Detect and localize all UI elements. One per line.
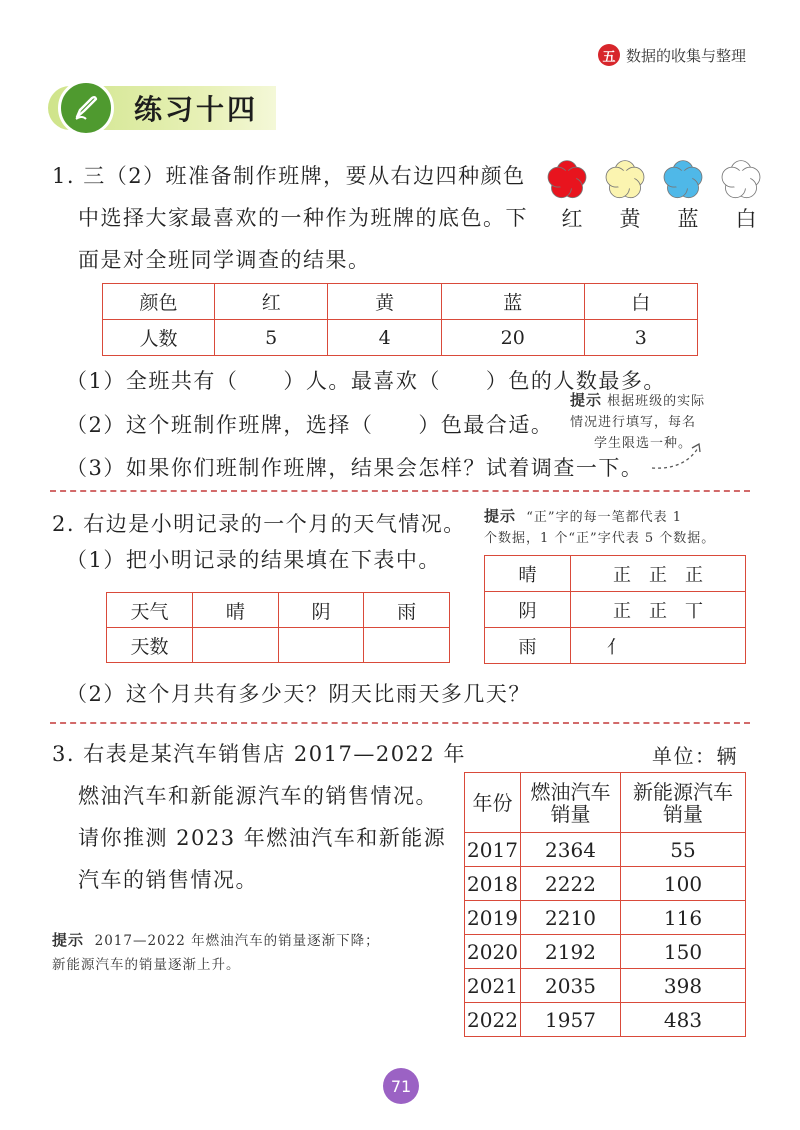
table-row — [103, 284, 698, 320]
table-row — [465, 969, 746, 1003]
white-flower-icon — [720, 158, 762, 200]
divider-2 — [50, 722, 750, 724]
table-cell: 2192 — [521, 935, 621, 969]
yellow-flower-icon — [604, 158, 646, 200]
answer-cell-sunny[interactable] — [193, 628, 279, 663]
table-cell: 3 — [584, 320, 697, 356]
table-row — [465, 867, 746, 901]
color-label-red: 红 — [561, 207, 583, 231]
q3-sales-table — [464, 772, 746, 1037]
hint-line: 学生限选一种。 — [594, 436, 693, 451]
q3-unit: 单位：辆 — [652, 744, 738, 768]
table-row — [107, 628, 450, 663]
table-cell: 燃油汽车销量 — [521, 773, 621, 833]
hint-label: 提示 — [52, 931, 85, 949]
q1-sub-2: （2）这个班制作班牌，选择（ ）色最合适。 — [66, 413, 554, 437]
table-row — [465, 1003, 746, 1037]
table-cell: 4 — [328, 320, 441, 356]
hint-line: 情况进行填写，每名 — [570, 415, 697, 430]
table-cell: 雨 — [364, 593, 450, 628]
table-cell: 2364 — [521, 833, 621, 867]
q1-sub-1: （1）全班共有（ ）人。最喜欢（ ）色的人数最多。 — [66, 369, 666, 393]
q2-weather-table — [106, 592, 450, 663]
hint-label: 提示 — [570, 391, 603, 409]
color-label-blue: 蓝 — [677, 207, 699, 231]
table-row — [107, 593, 450, 628]
hint-arrow-icon — [650, 440, 710, 474]
red-flower-icon — [546, 158, 588, 200]
hint-line: 新能源汽车的销量逐渐上升。 — [52, 957, 241, 973]
table-cell: 483 — [621, 1003, 746, 1037]
hint-line: “正”字的每一笔都代表 1 — [526, 510, 682, 525]
q1-line-2: 中选择大家最喜欢的一种作为班牌的底色。下 — [78, 206, 528, 230]
color-labels — [560, 203, 758, 233]
table-cell: 白 — [584, 284, 697, 320]
table-cell: 颜色 — [103, 284, 215, 320]
table-cell: 116 — [621, 901, 746, 935]
q3-line-4: 汽车的销售情况。 — [78, 868, 258, 892]
q1-line-3: 面是对全班同学调查的结果。 — [78, 248, 371, 272]
table-cell: 5 — [215, 320, 328, 356]
table-cell: 2210 — [521, 901, 621, 935]
table-cell: 2017 — [465, 833, 521, 867]
answer-cell-cloudy[interactable] — [278, 628, 364, 663]
q1-color-table — [102, 283, 698, 356]
table-cell: 晴 — [193, 593, 279, 628]
hint-line: 根据班级的实际 — [607, 394, 706, 409]
answer-cell-rainy[interactable] — [364, 628, 450, 663]
q2-hint — [484, 506, 754, 549]
color-flowers — [546, 158, 762, 200]
table-cell: 新能源汽车销量 — [621, 773, 746, 833]
table-row — [465, 833, 746, 867]
pen-icon — [58, 80, 114, 136]
table-cell: 398 — [621, 969, 746, 1003]
q1-line-1: 1. 三（2）班准备制作班牌，要从右边四种颜色 — [52, 164, 526, 188]
blue-flower-icon — [662, 158, 704, 200]
table-cell: 阴 — [485, 592, 571, 628]
hint-line: 2017—2022 年燃油汽车的销量逐渐下降； — [94, 933, 380, 949]
q1-sub-3: （3）如果你们班制作班牌，结果会怎样？试着调查一下。 — [66, 456, 644, 480]
table-row — [465, 901, 746, 935]
table-row — [465, 773, 746, 833]
table-cell: 2035 — [521, 969, 621, 1003]
table-cell: 2222 — [521, 867, 621, 901]
q2-sub-2: （2）这个月共有多少天？阴天比雨天多几天？ — [66, 682, 531, 706]
hint-label: 提示 — [484, 507, 517, 525]
table-cell: 20 — [441, 320, 584, 356]
table-cell: 红 — [215, 284, 328, 320]
page-number: 71 — [383, 1068, 419, 1104]
color-label-yellow: 黄 — [619, 207, 641, 231]
table-cell: 2020 — [465, 935, 521, 969]
table-cell: 晴 — [485, 556, 571, 592]
q3-line-3: 请你推测 2023 年燃油汽车和新能源 — [78, 826, 447, 850]
table-cell: 100 — [621, 867, 746, 901]
q2-line: 2. 右边是小明记录的一个月的天气情况。 — [52, 512, 466, 536]
table-cell: 蓝 — [441, 284, 584, 320]
table-cell: 亻 — [571, 628, 746, 664]
table-row — [485, 592, 746, 628]
q3-line-1: 3. 右表是某汽车销售店 2017—2022 年 — [52, 742, 466, 766]
q3-line-2: 燃油汽车和新能源汽车的销售情况。 — [78, 784, 438, 808]
chapter-title: 数据的收集与整理 — [625, 46, 746, 65]
section-title: 练习十四 — [134, 93, 259, 126]
table-row — [465, 935, 746, 969]
table-cell: 正 正 丅 — [571, 592, 746, 628]
table-cell: 天数 — [107, 628, 193, 663]
tally-table — [484, 555, 746, 664]
q3-hint — [52, 928, 452, 977]
table-cell: 黄 — [328, 284, 441, 320]
q2-sub-1: （1）把小明记录的结果填在下表中。 — [66, 548, 441, 572]
table-cell: 阴 — [278, 593, 364, 628]
chapter-tag — [598, 44, 746, 66]
table-cell: 55 — [621, 833, 746, 867]
table-cell: 人数 — [103, 320, 215, 356]
table-row — [103, 320, 698, 356]
table-cell: 2019 — [465, 901, 521, 935]
table-cell: 150 — [621, 935, 746, 969]
table-cell: 1957 — [521, 1003, 621, 1037]
table-cell: 天气 — [107, 593, 193, 628]
divider-1 — [50, 490, 750, 492]
color-label-white: 白 — [735, 207, 757, 231]
table-cell: 正 正 正 — [571, 556, 746, 592]
table-row — [485, 628, 746, 664]
table-row — [485, 556, 746, 592]
hint-line: 个数据，1 个“正”字代表 5 个数据。 — [484, 531, 716, 546]
table-cell: 雨 — [485, 628, 571, 664]
chapter-number: 五 — [598, 44, 620, 66]
table-cell: 2022 — [465, 1003, 521, 1037]
table-cell: 2021 — [465, 969, 521, 1003]
table-cell: 2018 — [465, 867, 521, 901]
table-cell: 年份 — [465, 773, 521, 833]
